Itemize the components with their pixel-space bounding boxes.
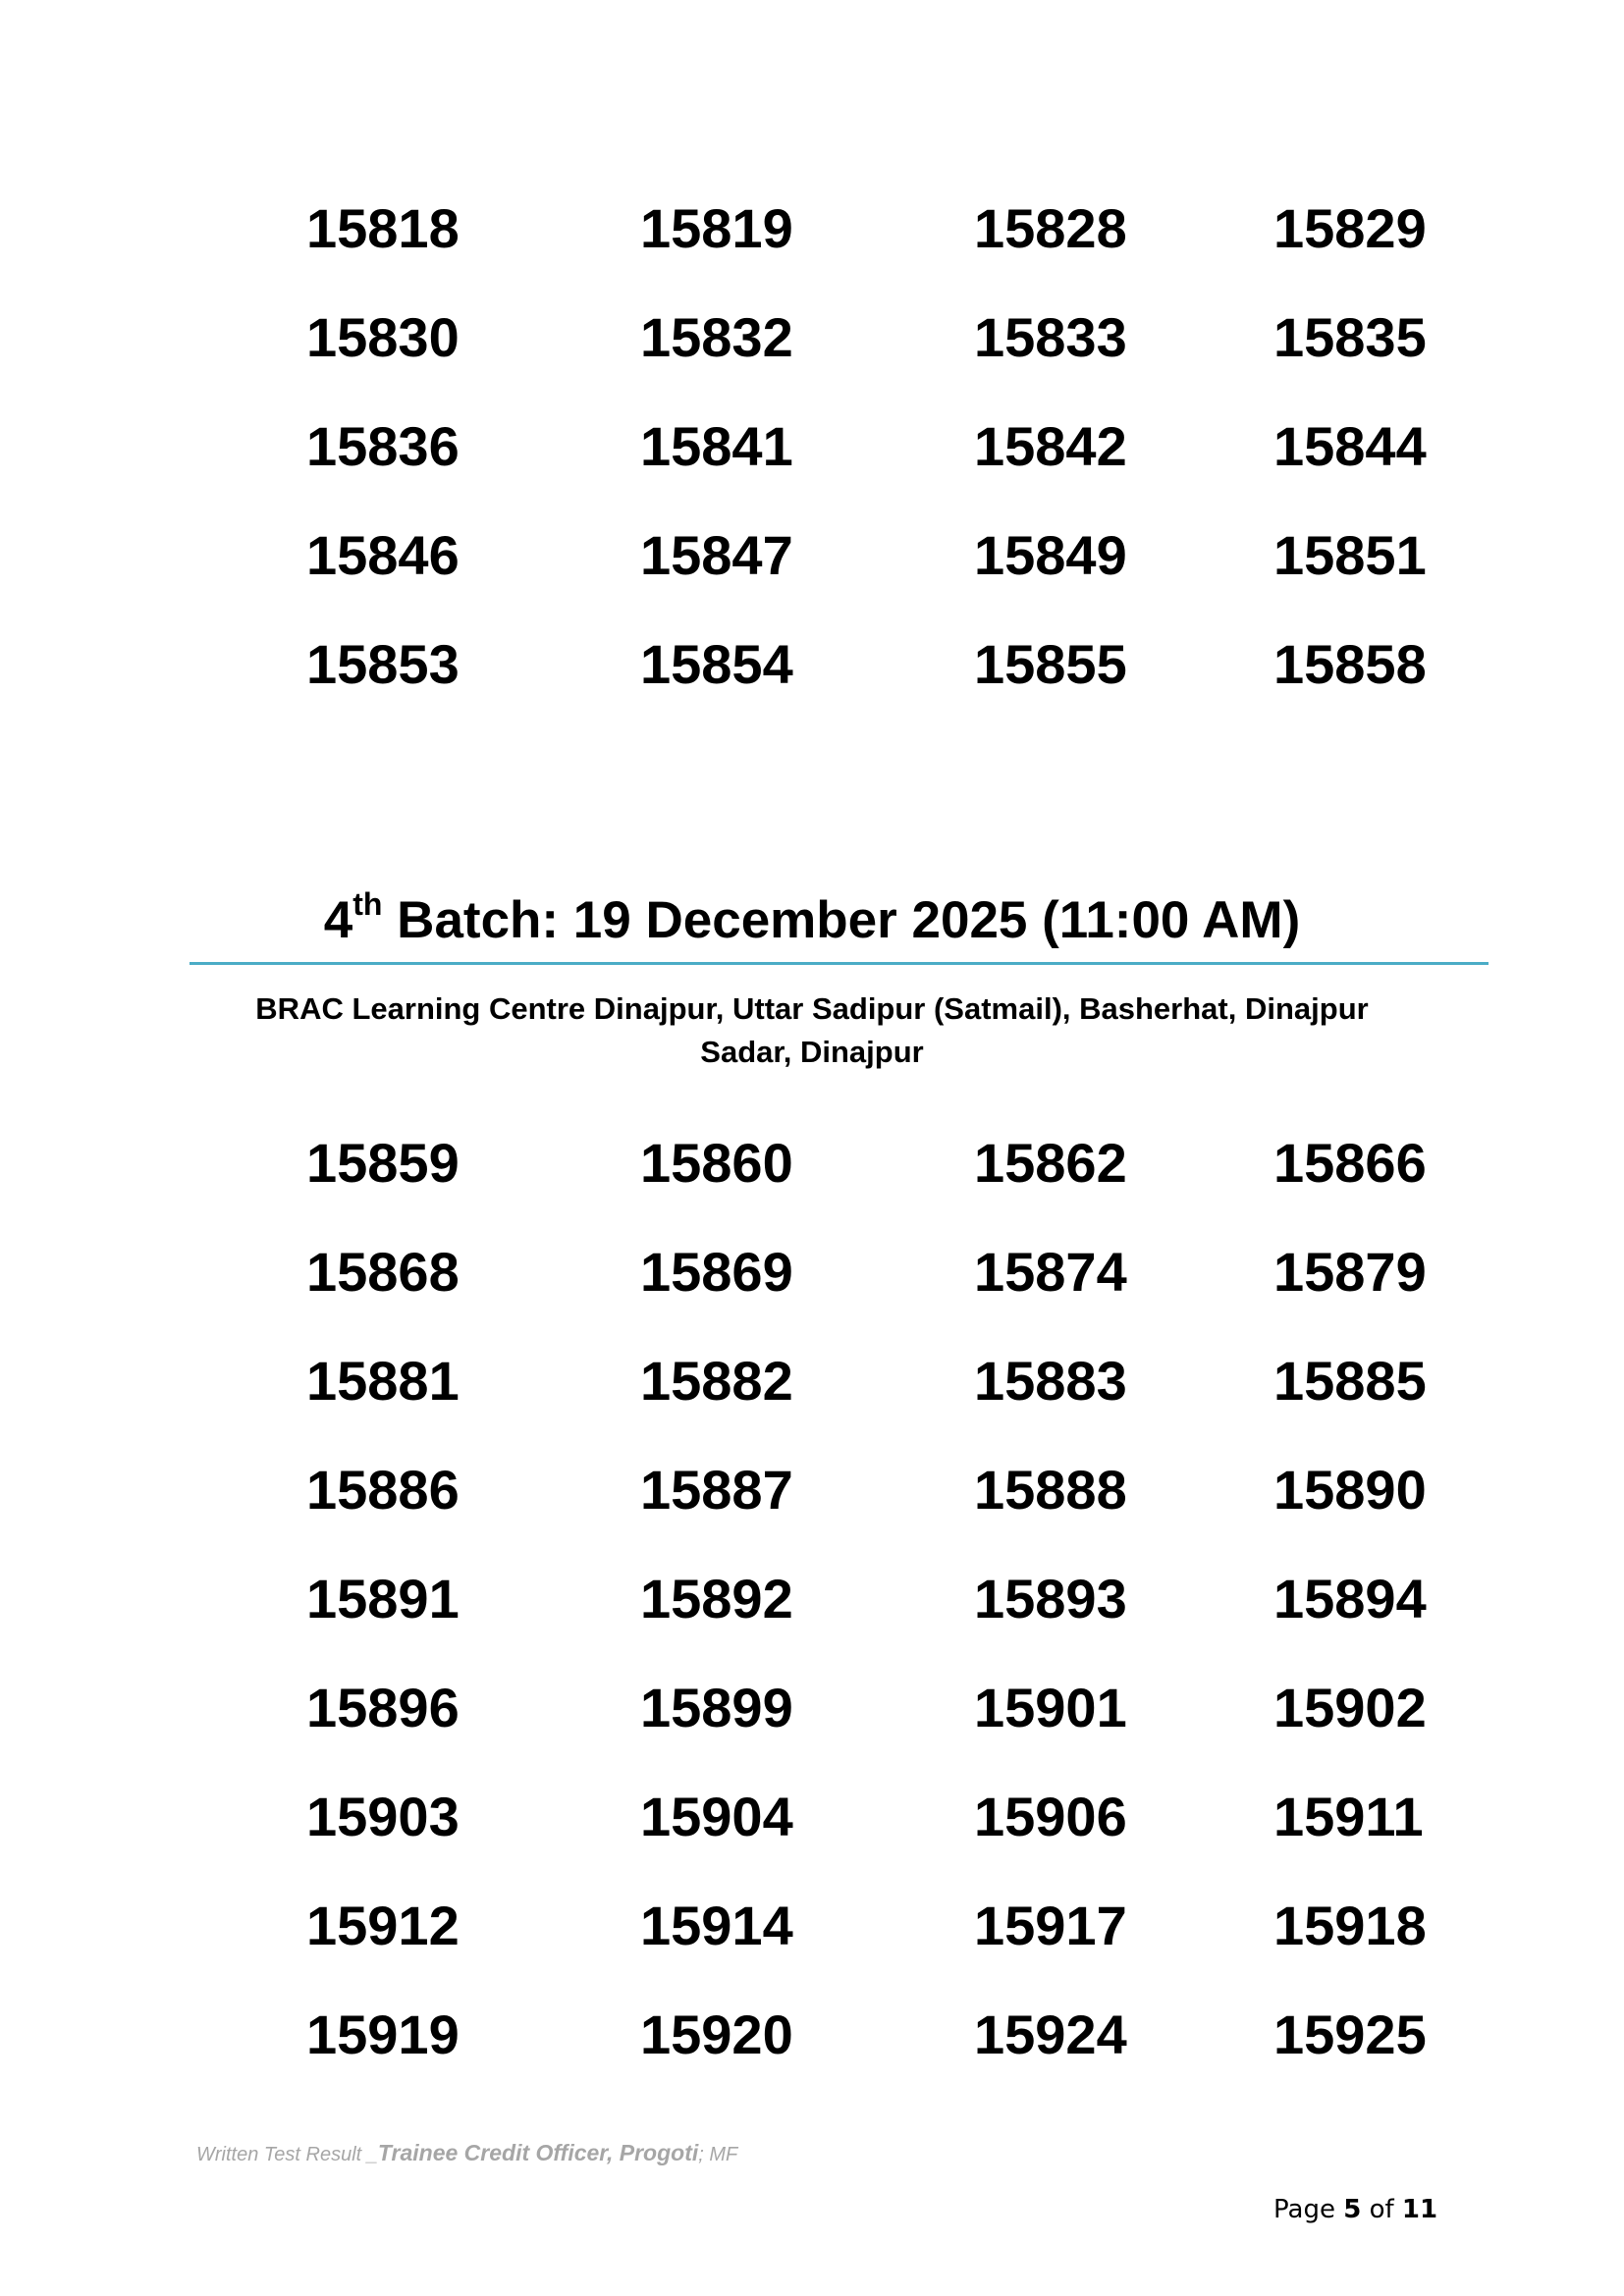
roll-number: 15887 xyxy=(640,1459,793,1521)
roll-row xyxy=(0,308,1624,367)
roll-row xyxy=(0,1896,1624,1955)
roll-row xyxy=(0,1243,1624,1302)
roll-number: 15854 xyxy=(640,633,793,695)
roll-number: 15860 xyxy=(640,1132,793,1194)
roll-row xyxy=(0,199,1624,258)
roll-number: 15914 xyxy=(640,1895,793,1956)
roll-number: 15920 xyxy=(640,2003,793,2065)
roll-row xyxy=(0,1352,1624,1411)
roll-number: 15906 xyxy=(974,1786,1127,1847)
roll-number: 15894 xyxy=(1273,1568,1427,1629)
roll-number: 15859 xyxy=(306,1132,460,1194)
roll-number: 15885 xyxy=(1273,1350,1427,1412)
footer-note-prefix: Written Test Result _ xyxy=(196,2144,378,2165)
roll-number: 15883 xyxy=(974,1350,1127,1412)
roll-number: 15899 xyxy=(640,1677,793,1738)
page-label: Page xyxy=(1273,2195,1344,2224)
roll-row xyxy=(0,526,1624,585)
roll-number: 15911 xyxy=(1273,1786,1424,1847)
roll-number: 15886 xyxy=(306,1459,460,1521)
roll-number: 15832 xyxy=(640,306,793,368)
roll-number: 15924 xyxy=(974,2003,1127,2065)
batch-heading xyxy=(0,886,1624,952)
roll-number: 15903 xyxy=(306,1786,460,1847)
roll-row xyxy=(0,1679,1624,1737)
roll-number: 15841 xyxy=(640,415,793,477)
roll-row xyxy=(0,417,1624,476)
roll-number: 15918 xyxy=(1273,1895,1427,1956)
roll-number: 15836 xyxy=(306,415,460,477)
roll-number: 15902 xyxy=(1273,1677,1427,1738)
roll-number: 15849 xyxy=(974,524,1127,586)
roll-number: 15890 xyxy=(1273,1459,1427,1521)
roll-row xyxy=(0,1788,1624,1846)
roll-number: 15853 xyxy=(306,633,460,695)
roll-number: 15828 xyxy=(974,197,1127,259)
roll-number: 15917 xyxy=(974,1895,1127,1956)
page-current: 5 xyxy=(1343,2195,1362,2224)
roll-number: 15901 xyxy=(974,1677,1127,1738)
footer-note-title: Trainee Credit Officer, Progoti xyxy=(377,2140,699,2165)
roll-row xyxy=(0,1134,1624,1193)
roll-number: 15835 xyxy=(1273,306,1427,368)
roll-number: 15904 xyxy=(640,1786,793,1847)
roll-number: 15858 xyxy=(1273,633,1427,695)
roll-number: 15830 xyxy=(306,306,460,368)
roll-number: 15869 xyxy=(640,1241,793,1303)
roll-number: 15882 xyxy=(640,1350,793,1412)
roll-number: 15925 xyxy=(1273,2003,1427,2065)
roll-number: 15862 xyxy=(974,1132,1127,1194)
roll-number: 15888 xyxy=(974,1459,1127,1521)
roll-number: 15842 xyxy=(974,415,1127,477)
roll-number: 15881 xyxy=(306,1350,460,1412)
roll-number: 15892 xyxy=(640,1568,793,1629)
roll-number: 15912 xyxy=(306,1895,460,1956)
roll-number: 15893 xyxy=(974,1568,1127,1629)
roll-number: 15866 xyxy=(1273,1132,1427,1194)
batch-venue xyxy=(177,988,1447,1074)
roll-number: 15879 xyxy=(1273,1241,1427,1303)
roll-row xyxy=(0,635,1624,694)
footer-note-suffix: ; MF xyxy=(698,2144,738,2165)
roll-number: 15818 xyxy=(306,197,460,259)
batch-ordinal-number: 4 xyxy=(323,891,353,949)
footer-note xyxy=(196,2140,737,2167)
roll-number: 15846 xyxy=(306,524,460,586)
roll-number: 15833 xyxy=(974,306,1127,368)
batch-title-text: Batch: 19 December 2025 (11:00 AM) xyxy=(382,891,1301,949)
heading-divider xyxy=(189,962,1489,965)
roll-row xyxy=(0,1461,1624,1520)
roll-number: 15919 xyxy=(306,2003,460,2065)
roll-number: 15874 xyxy=(974,1241,1127,1303)
roll-number: 15855 xyxy=(974,633,1127,695)
roll-number: 15868 xyxy=(306,1241,460,1303)
roll-row xyxy=(0,1570,1624,1629)
batch-ordinal-suffix: th xyxy=(352,886,383,923)
roll-number: 15851 xyxy=(1273,524,1427,586)
page-total: 11 xyxy=(1401,2195,1438,2224)
roll-row xyxy=(0,2005,1624,2064)
roll-number: 15847 xyxy=(640,524,793,586)
roll-number: 15819 xyxy=(640,197,793,259)
page-of: of xyxy=(1361,2195,1402,2224)
roll-number: 15844 xyxy=(1273,415,1427,477)
roll-number: 15896 xyxy=(306,1677,460,1738)
venue-line-1: BRAC Learning Centre Dinajpur, Uttar Sadipur (Satmail), Basherhat, Dinajpur xyxy=(255,991,1369,1026)
page-number xyxy=(1273,2193,1437,2226)
venue-line-2: Sadar, Dinajpur xyxy=(700,1035,924,1069)
roll-number: 15891 xyxy=(306,1568,460,1629)
roll-number: 15829 xyxy=(1273,197,1427,259)
